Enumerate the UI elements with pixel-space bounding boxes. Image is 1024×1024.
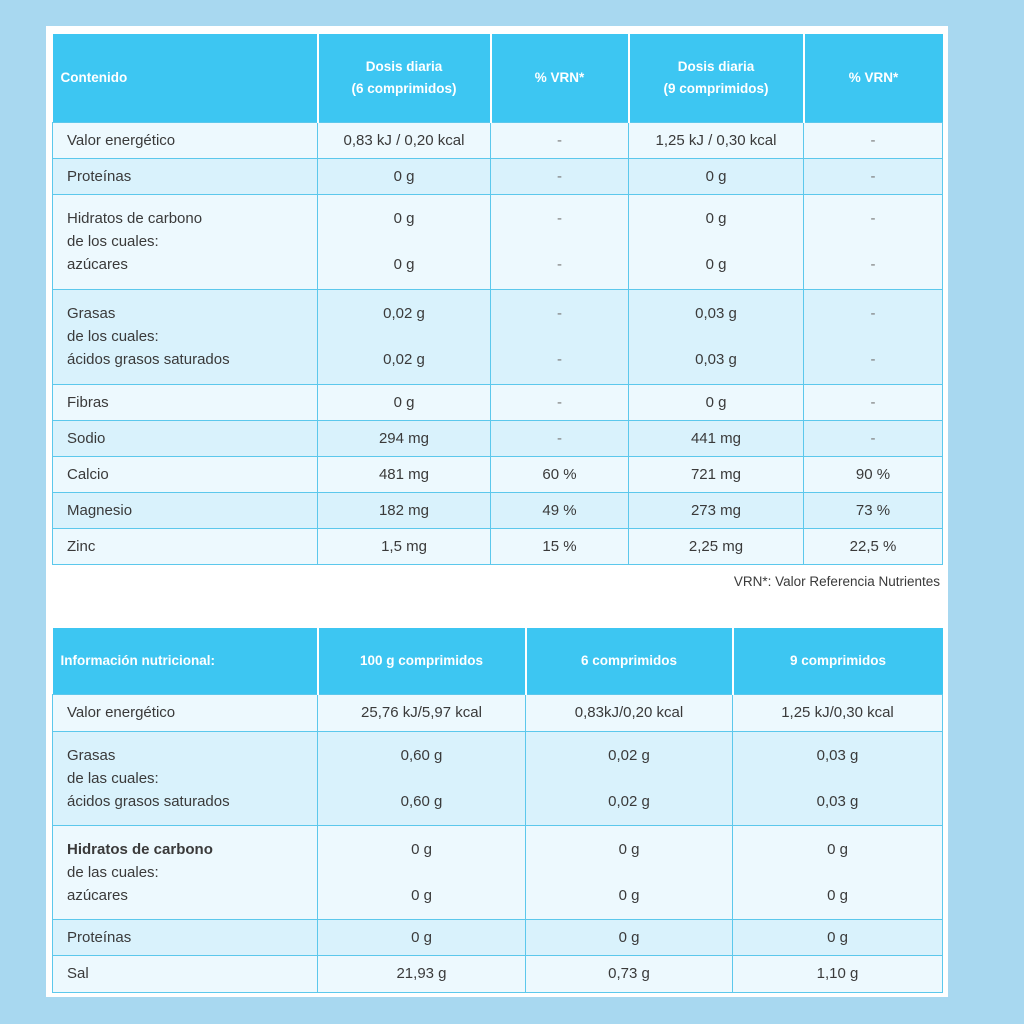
label-line: de las cuales: <box>67 863 159 881</box>
row-label: Zinc <box>53 528 318 564</box>
value-line: 0 g <box>618 840 640 858</box>
cell-dose-9 <box>629 194 804 289</box>
cell-dose-9: 721 mg <box>629 456 804 492</box>
cell-vrn-6 <box>491 289 629 384</box>
cell-dose-9: 1,25 kJ / 0,30 kcal <box>629 122 804 158</box>
value-line: - <box>557 256 562 273</box>
table-row <box>53 731 943 825</box>
cell-vrn-9: - <box>804 122 943 158</box>
table-row <box>53 694 943 731</box>
value-line: 0 g <box>827 840 848 858</box>
table-row <box>53 420 943 456</box>
daily-dose-table <box>52 34 943 565</box>
cell-dose-6: 182 mg <box>318 492 491 528</box>
label-line: de los cuales: <box>67 233 159 250</box>
cell-vrn-9: 73 % <box>804 492 943 528</box>
cell-9 <box>733 731 943 825</box>
cell-vrn-9 <box>804 194 943 289</box>
header-vrn-9: % VRN* <box>804 34 943 122</box>
value-line: - <box>557 210 562 227</box>
row-label: Valor energético <box>53 122 318 158</box>
value-line: 0 g <box>705 256 727 273</box>
cell-dose-9 <box>629 289 804 384</box>
label-line: Hidratos de carbono <box>67 210 203 227</box>
row-label <box>53 289 318 384</box>
value-line: 0 g <box>705 210 727 227</box>
value-line: 0 g <box>393 256 415 273</box>
cell-vrn-9: - <box>804 420 943 456</box>
cell-6: 0,83kJ/0,20 kcal <box>526 694 733 731</box>
cell-vrn-9: - <box>804 158 943 194</box>
table-row <box>53 492 943 528</box>
cell-dose-6: 481 mg <box>318 456 491 492</box>
value-line: 0,03 g <box>695 305 737 322</box>
header-contenido: Contenido <box>53 34 318 122</box>
value-line: - <box>870 210 876 227</box>
nutrition-sheet <box>46 26 948 997</box>
cell-vrn-6: - <box>491 158 629 194</box>
header-dose-9 <box>629 34 804 122</box>
header-6: 6 comprimidos <box>526 628 733 694</box>
table-row <box>53 528 943 564</box>
row-label <box>53 825 318 919</box>
cell-9 <box>733 825 943 919</box>
value-line: 0,03 g <box>816 746 859 764</box>
cell-dose-9: 0 g <box>629 384 804 420</box>
value-line: 0 g <box>618 886 640 904</box>
cell-100g <box>318 825 526 919</box>
table-row <box>53 158 943 194</box>
label-line: azúcares <box>67 256 128 273</box>
row-label <box>53 194 318 289</box>
cell-vrn-9 <box>804 289 943 384</box>
cell-dose-6 <box>318 194 491 289</box>
cell-dose-9: 2,25 mg <box>629 528 804 564</box>
row-label: Sal <box>53 955 318 992</box>
value-line: - <box>870 351 876 368</box>
cell-dose-6 <box>318 289 491 384</box>
cell-6 <box>526 825 733 919</box>
cell-100g <box>318 731 526 825</box>
value-line: - <box>557 305 562 322</box>
cell-dose-6: 294 mg <box>318 420 491 456</box>
table-row <box>53 825 943 919</box>
header-dose-6-text: Dosis diaria (6 comprimidos) <box>351 58 457 96</box>
value-line: - <box>870 256 876 273</box>
cell-6: 0,73 g <box>526 955 733 992</box>
header-info: Información nutricional: <box>53 628 318 694</box>
value-line: - <box>557 351 562 368</box>
cell-9: 1,25 kJ/0,30 kcal <box>733 694 943 731</box>
value-line: 0,03 g <box>816 792 859 810</box>
table-row <box>53 289 943 384</box>
label-line: ácidos grasos saturados <box>67 792 230 810</box>
cell-6: 0 g <box>526 919 733 955</box>
cell-9: 1,10 g <box>733 955 943 992</box>
label-line: Grasas <box>67 746 116 764</box>
value-line: 0 g <box>411 840 432 858</box>
cell-dose-6: 1,5 mg <box>318 528 491 564</box>
label-line: de las cuales: <box>67 769 159 787</box>
cell-vrn-6: 60 % <box>491 456 629 492</box>
value-line: 0,02 g <box>383 305 425 322</box>
value-line: 0 g <box>411 886 432 904</box>
label-line: Hidratos de carbono <box>67 840 213 858</box>
cell-100g: 21,93 g <box>318 955 526 992</box>
cell-100g: 0 g <box>318 919 526 955</box>
cell-100g: 25,76 kJ/5,97 kcal <box>318 694 526 731</box>
cell-vrn-9: 22,5 % <box>804 528 943 564</box>
header-9: 9 comprimidos <box>733 628 943 694</box>
label-line: de los cuales: <box>67 328 159 345</box>
cell-dose-6: 0,83 kJ / 0,20 kcal <box>318 122 491 158</box>
header-dose-6 <box>318 34 491 122</box>
value-line: 0 g <box>393 210 415 227</box>
table-row <box>53 919 943 955</box>
cell-vrn-6: 49 % <box>491 492 629 528</box>
table-header-row <box>53 34 943 122</box>
value-line: 0,60 g <box>400 792 443 810</box>
cell-vrn-9: 90 % <box>804 456 943 492</box>
row-label: Proteínas <box>53 158 318 194</box>
table-row <box>53 955 943 992</box>
cell-vrn-6: - <box>491 122 629 158</box>
cell-9: 0 g <box>733 919 943 955</box>
header-100g: 100 g comprimidos <box>318 628 526 694</box>
cell-vrn-6: - <box>491 420 629 456</box>
cell-vrn-6 <box>491 194 629 289</box>
header-dose-9-text: Dosis diaria (9 comprimidos) <box>663 58 769 96</box>
table-header-row <box>53 628 943 694</box>
table-row <box>53 456 943 492</box>
label-line: azúcares <box>67 886 128 904</box>
cell-vrn-6: 15 % <box>491 528 629 564</box>
cell-dose-9: 441 mg <box>629 420 804 456</box>
nutrition-info-table <box>52 628 943 993</box>
label-line: ácidos grasos saturados <box>67 351 230 368</box>
row-label: Calcio <box>53 456 318 492</box>
row-label <box>53 731 318 825</box>
value-line: 0,02 g <box>608 792 650 810</box>
row-label: Magnesio <box>53 492 318 528</box>
cell-6 <box>526 731 733 825</box>
cell-dose-9: 273 mg <box>629 492 804 528</box>
row-label: Valor energético <box>53 694 318 731</box>
value-line: 0,03 g <box>695 351 737 368</box>
value-line: 0,02 g <box>608 746 650 764</box>
label-line: Grasas <box>67 305 116 322</box>
row-label: Proteínas <box>53 919 318 955</box>
table-row <box>53 122 943 158</box>
table-row <box>53 194 943 289</box>
cell-vrn-6: - <box>491 384 629 420</box>
row-label: Sodio <box>53 420 318 456</box>
header-vrn-6: % VRN* <box>491 34 629 122</box>
vrn-footnote: VRN*: Valor Referencia Nutrientes <box>733 574 940 589</box>
value-line: 0,02 g <box>383 351 425 368</box>
cell-dose-6: 0 g <box>318 158 491 194</box>
table-row <box>53 384 943 420</box>
cell-dose-9: 0 g <box>629 158 804 194</box>
value-line: - <box>870 305 876 322</box>
cell-vrn-9: - <box>804 384 943 420</box>
value-line: 0 g <box>827 886 848 904</box>
cell-dose-6: 0 g <box>318 384 491 420</box>
row-label: Fibras <box>53 384 318 420</box>
value-line: 0,60 g <box>400 746 443 764</box>
